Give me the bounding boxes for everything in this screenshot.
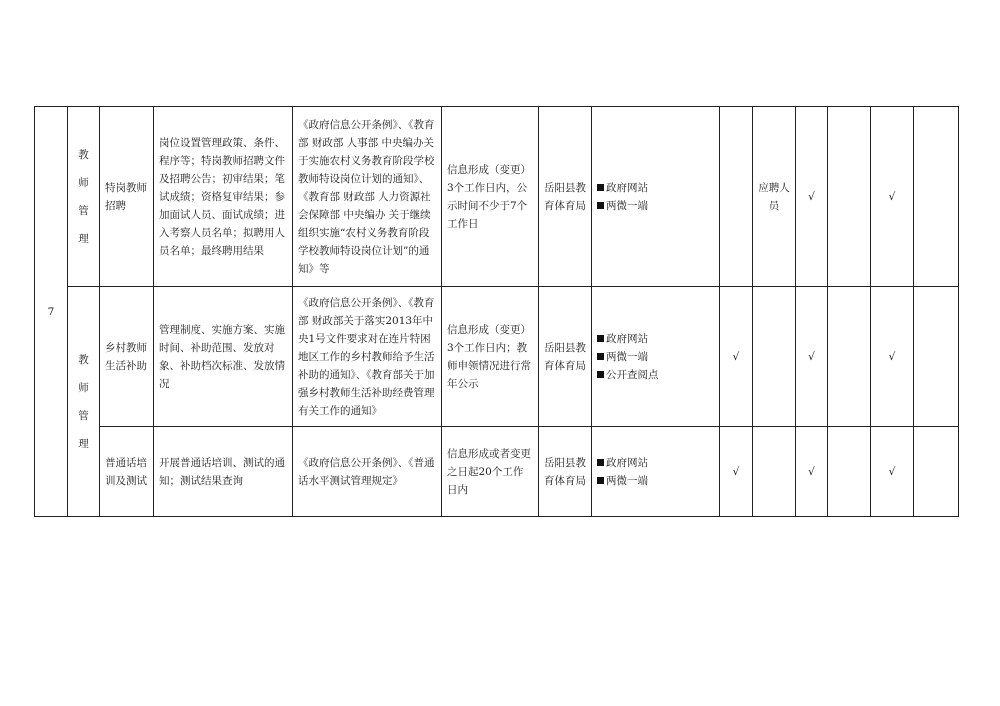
township-cell (914, 287, 959, 427)
channels-cell: 政府网站 两微一端 (592, 427, 720, 517)
scope-specific-cell (753, 287, 796, 427)
item-cell: 乡村教师生活补助 (100, 287, 154, 427)
timing-cell: 信息形成（变更）3个工作日内；教师申领情况进行常年公示 (442, 287, 539, 427)
scope-specific-cell (753, 427, 796, 517)
scope-all-cell (720, 107, 753, 287)
county-cell: √ (871, 107, 914, 287)
township-cell (914, 107, 959, 287)
black-square-icon (597, 459, 604, 466)
basis-cell: 《政府信息公开条例》、《教育部 财政部 人事部 中央编办关于实施农村义务教育阶段学校教师特设岗位计划的通知》、《教育部 财政部 人力资源社会保障部 中央编办 关于继续组织实施“农村义务教育阶段学校教师特设岗位计划”的通知》等 (293, 107, 442, 287)
content-cell: 开展普通话培训、测试的通知；测试结果查询 (154, 427, 293, 517)
black-square-icon (597, 184, 604, 191)
scope-all-cell: √ (720, 287, 753, 427)
row-index: 7 (35, 107, 68, 517)
channels-cell: 政府网站 两微一端 (592, 107, 720, 287)
black-square-icon (597, 335, 604, 342)
content-cell: 岗位设置管理政策、条件、程序等；特岗教师招聘文件及招聘公告；初审结果；笔试成绩；资格复审结果；参加面试人员、面试成绩；进入考察人员名单；拟聘用人员名单；最终聘用结果 (154, 107, 293, 287)
table-row (35, 107, 959, 287)
timing-cell: 信息形成或者变更之日起20个工作日内 (442, 427, 539, 517)
on-request-cell (828, 107, 871, 287)
scope-all-cell: √ (720, 427, 753, 517)
item-cell: 普通话培训及测试 (100, 427, 154, 517)
channels-cell: 政府网站 两微一端 公开查阅点 (592, 287, 720, 427)
item-cell: 特岗教师招聘 (100, 107, 154, 287)
on-request-cell (828, 427, 871, 517)
basis-cell: 《政府信息公开条例》、《普通话水平测试管理规定》 (293, 427, 442, 517)
subject-cell: 岳阳县教育体育局 (539, 427, 592, 517)
active-cell: √ (796, 427, 828, 517)
content-cell: 管理制度、实施方案、实施时间、补助范围、发放对象、补助档次标准、发放情况 (154, 287, 293, 427)
table-row (35, 287, 959, 427)
subject-cell: 岳阳县教育体育局 (539, 107, 592, 287)
active-cell: √ (796, 107, 828, 287)
subject-cell: 岳阳县教育体育局 (539, 287, 592, 427)
basis-cell: 《政府信息公开条例》、《教育部 财政部关于落实2013年中央1号文件要求对在连片特困地区工作的乡村教师给予生活补助的通知》、《教育部关于加强乡村教师生活补助经费管理有关工作的通知》 (293, 287, 442, 427)
black-square-icon (597, 477, 604, 484)
disclosure-table (34, 106, 959, 517)
county-cell: √ (871, 287, 914, 427)
table-row (35, 427, 959, 517)
timing-cell: 信息形成（变更）3个工作日内，公示时间不少于7个工作日 (442, 107, 539, 287)
black-square-icon (597, 353, 604, 360)
county-cell: √ (871, 427, 914, 517)
category-cell: 教 师 管 理 (68, 287, 100, 517)
category-cell: 教 师 管 理 (68, 107, 100, 287)
scope-specific-cell: 应聘人员 (753, 107, 796, 287)
black-square-icon (597, 202, 604, 209)
active-cell: √ (796, 287, 828, 427)
on-request-cell (828, 287, 871, 427)
township-cell (914, 427, 959, 517)
black-square-icon (597, 371, 604, 378)
